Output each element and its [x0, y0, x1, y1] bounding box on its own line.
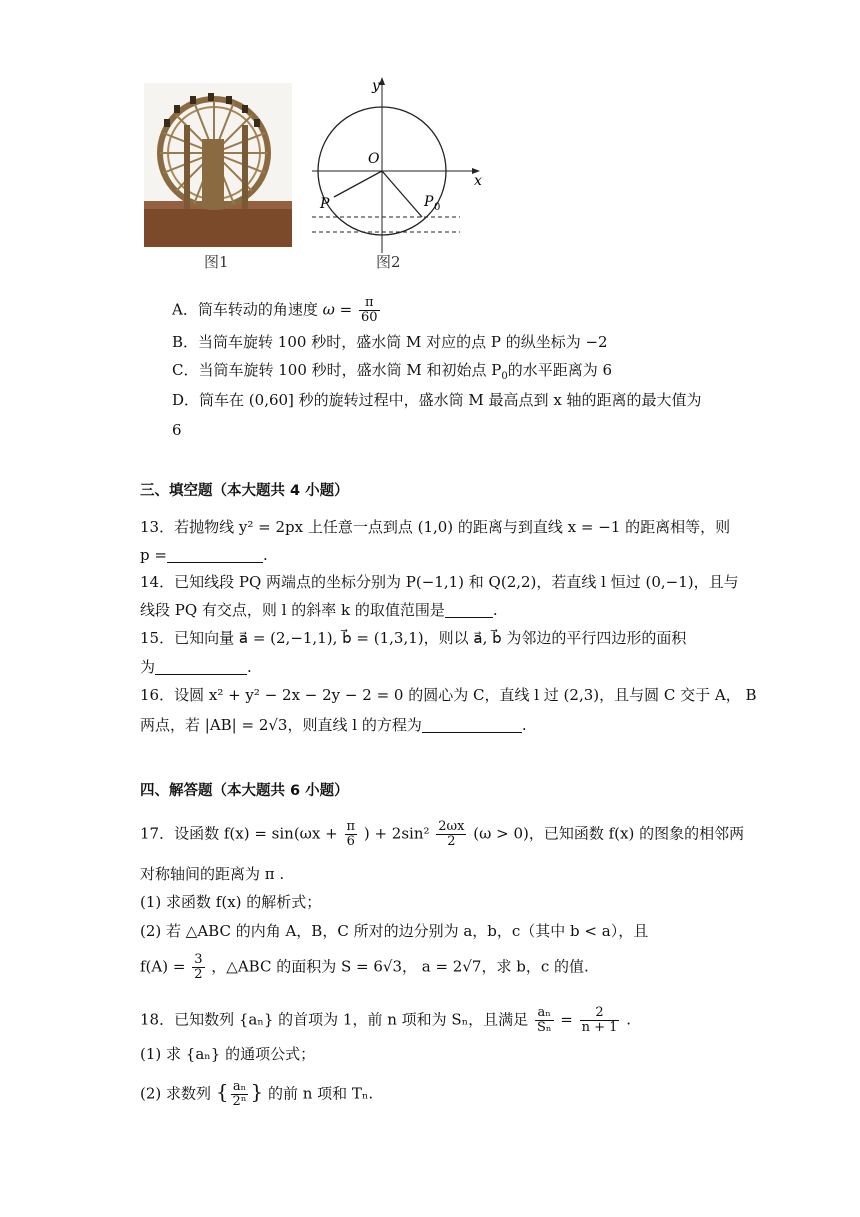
q17-line2: 对称轴间的距离为 π . [140, 865, 285, 883]
coordinate-circle-diagram [308, 75, 488, 255]
figure1-caption: 图1 [204, 253, 229, 271]
answer-blank [422, 716, 522, 733]
point-p-label: P [320, 196, 330, 212]
water-wheel-photo [144, 83, 292, 247]
answer-blank [445, 601, 493, 618]
answer-blank [167, 546, 263, 563]
q18-part2: (2) 求数列 { $\frac{\text{aₙ}}{\text{2ⁿ}}$ } 的前 n 项和 Tₙ. [140, 1079, 374, 1109]
option-c: C．当筒车旋转 100 秒时，盛水筒 M 和初始点 $P_0$的水平距离为 6 [172, 361, 613, 382]
q18-line1: 18．已知数列 {aₙ} 的首项为 1，前 n 项和为 Sₙ，且满足 $\frac{\text{aₙ}}{\text{Sₙ}}$ = $\frac{2}{n + 1}$ . [140, 1005, 632, 1035]
q14-line2: 线段 PQ 有交点，则 l 的斜率 k 的取值范围是 . [140, 601, 498, 619]
option-a: A．筒车转动的角速度 ω = $\frac{\pi}{60}$ [172, 295, 378, 325]
option-b: B．当筒车旋转 100 秒时，盛水筒 M 对应的点 P 的纵坐标为 −2 [172, 333, 608, 351]
q15-line1: 15．已知向量 a⃗ = (2,−1,1), b⃗ = (1,3,1)，则以 a⃗, b⃗ 为邻边的平行四边形的面积 [140, 629, 687, 647]
radius-op [334, 171, 382, 197]
answer-blank [155, 658, 247, 675]
section4-title: 四、解答题（本大题共 6 小题） [140, 783, 349, 799]
q14-line1: 14．已知线段 PQ 两端点的坐标分别为 P(−1,1) 和 Q(2,2)，若直线 l 恒过 (0,−1)，且与 [140, 573, 739, 591]
q17-line1: 17．设函数 f(x) = sin(ωx + $\frac{\pi}{6}$ ) + 2sin² $\frac{2\omega x}{2}$ (ω > 0)，已知函数 f(x) 的图象的相邻两 [140, 819, 745, 849]
point-p0-label: P [424, 194, 434, 210]
option-d: D．筒车在 (0,60] 秒的旋转过程中，盛水筒 M 最高点到 x 轴的距离的最大值为 [172, 391, 702, 409]
figure2-caption: 图2 [376, 253, 401, 271]
y-label: y [372, 78, 380, 94]
figures [140, 75, 500, 275]
q17-part1: (1) 求函数 f(x) 的解析式； [140, 893, 322, 911]
section3-title: 三、填空题（本大题共 4 小题） [140, 483, 349, 499]
q18-part1: (1) 求 {aₙ} 的通项公式； [140, 1045, 316, 1063]
q16-line2: 两点，若 |AB| = 2√3，则直线 l 的方程为 . [140, 716, 527, 734]
q13-line1: 13．若抛物线 y² = 2px 上任意一点到点 (1,0) 的距离与到直线 x = −1 的距离相等，则 [140, 518, 731, 536]
fraction: $\frac{\pi}{60}$ [360, 295, 378, 325]
q13-line2: p = . [140, 546, 268, 564]
q17-part2-cont: f(A) = $\frac{3}{2}$ ，△ABC 的面积为 S = 6√3， a = 2√7，求 b，c 的值. [140, 952, 589, 982]
q15-line2: 为 . [140, 658, 252, 676]
x-label: x [474, 173, 482, 189]
origin-label: O [368, 151, 380, 167]
radius-op0 [382, 171, 422, 217]
q16-line1: 16．设圆 x² + y² − 2x − 2y − 2 = 0 的圆心为 C，直线 l 过 (2,3)，且与圆 C 交于 A， B [140, 686, 757, 704]
q17-part2: (2) 若 △ABC 的内角 A，B，C 所对的边分别为 a，b，c（其中 b < a），且 [140, 922, 649, 940]
point-p0-subscript: 0 [434, 202, 441, 213]
option-d-cont: 6 [172, 421, 182, 439]
